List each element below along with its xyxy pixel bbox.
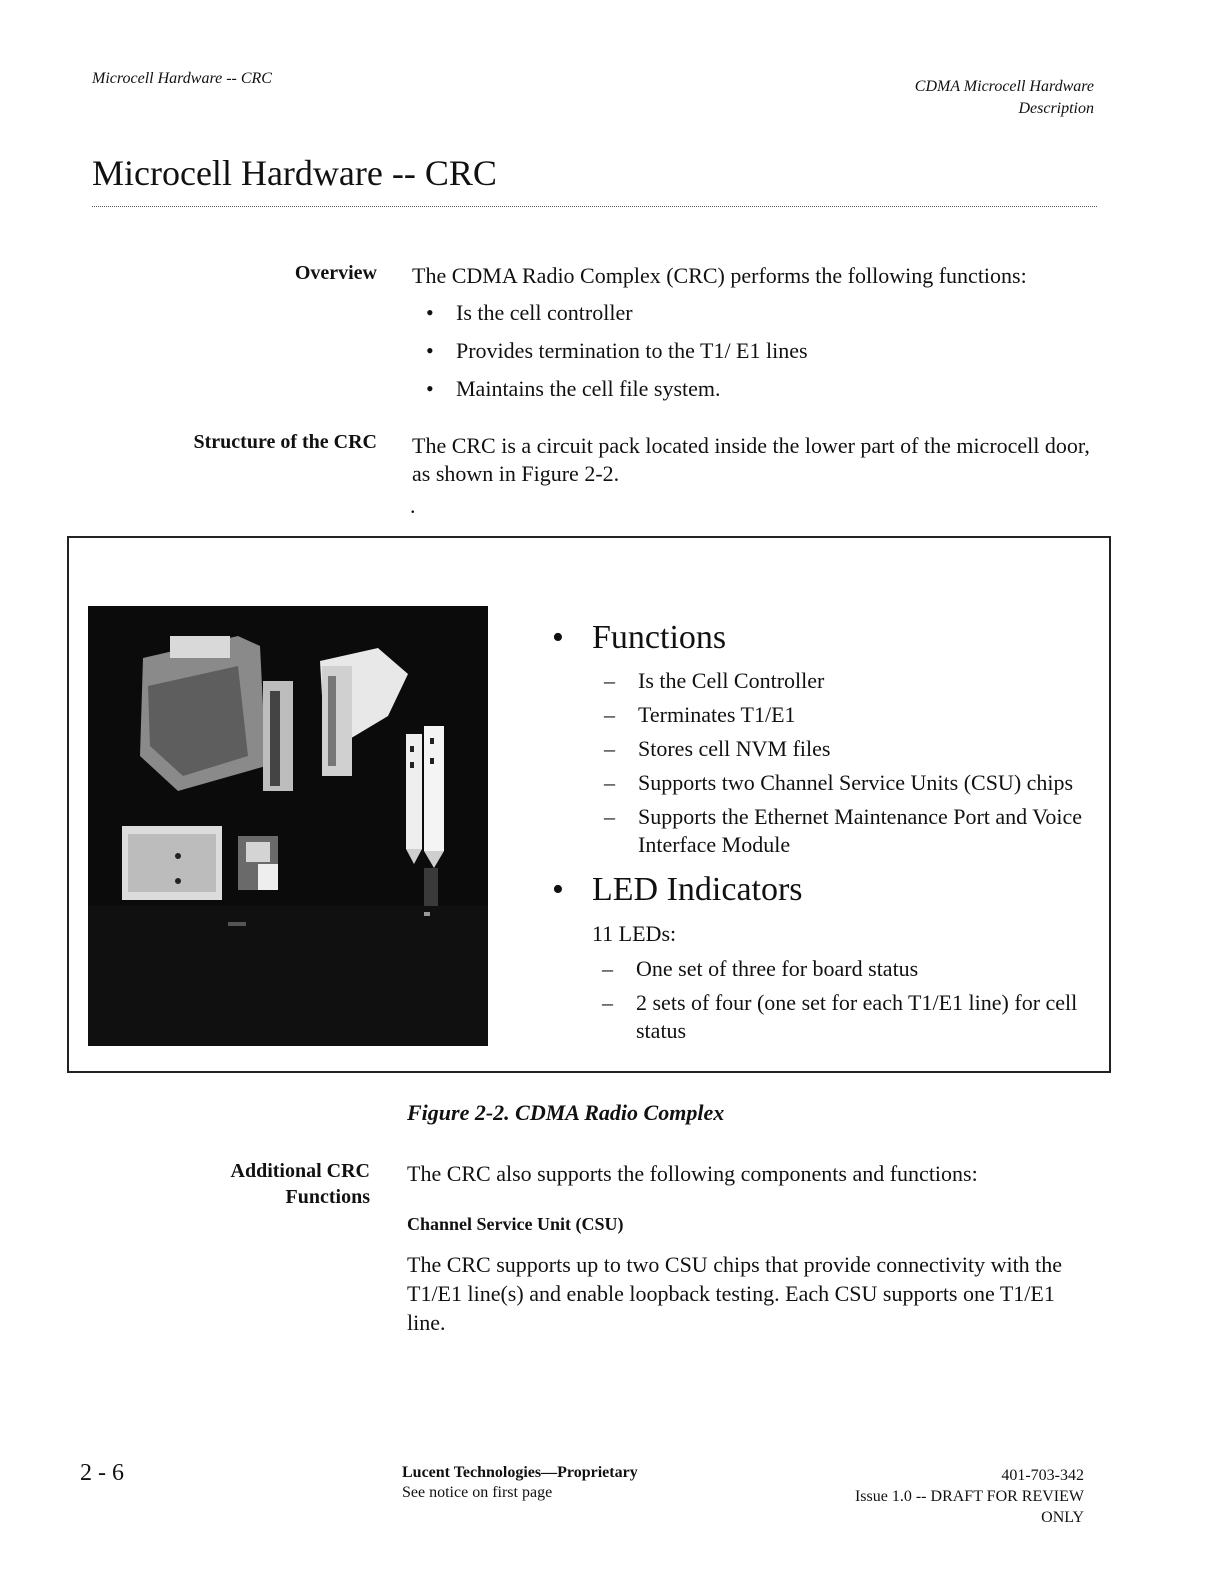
csu-subheading: Channel Service Unit (CSU) [407, 1214, 624, 1234]
footer-right [855, 1465, 1084, 1528]
footer-proprietary: Lucent Technologies—Proprietary [402, 1464, 638, 1481]
structure-text: The CRC is a circuit pack located inside the lower part of the microcell door, as shown in Figure 2-2. [412, 433, 1090, 486]
additional-intro: The CRC also supports the following components and functions: [407, 1161, 978, 1186]
functions-item: – Is the Cell Controller [596, 667, 1090, 695]
figure-caption: Figure 2-2. CDMA Radio Complex [407, 1100, 725, 1125]
footer-issue-cont: ONLY [1041, 1509, 1084, 1526]
functions-item: – Supports the Ethernet Maintenance Port and Voice Interface Module [596, 803, 1090, 859]
overview-label: Overview [294, 262, 377, 284]
footer-issue: Issue 1.0 -- DRAFT FOR REVIEW [854, 1488, 1084, 1505]
stray-mark: . [410, 493, 416, 518]
additional-label [70, 1158, 370, 1210]
led-item: – 2 sets of four (one set for each T1/E1 line) for cell status [594, 989, 1090, 1045]
additional-label-line1: Additional CRC [230, 1160, 370, 1182]
additional-label-line2: Functions [285, 1186, 370, 1208]
running-header-right-line1: CDMA Microcell Hardware [914, 78, 1094, 95]
footer-notice: See notice on first page [402, 1484, 553, 1501]
csu-text: The CRC supports up to two CSU chips that provide connectivity with the T1/E1 line(s) and enable loopback testing. Each CSU supports one T1/E1 line. [407, 1252, 1063, 1335]
overview-bullet: • Is the cell controller [412, 294, 1102, 332]
page-number: 2 - 6 [80, 1460, 124, 1486]
footer-center [402, 1463, 638, 1503]
functions-heading: • Functions [550, 615, 1090, 661]
overview-bullet-list [412, 294, 1102, 408]
overview-section [412, 262, 1102, 408]
footer-doc-number: 401-703-342 [1001, 1467, 1084, 1484]
functions-item: – Terminates T1/E1 [596, 701, 1090, 729]
functions-item: – Supports two Channel Service Units (CSU) chips [596, 769, 1090, 797]
running-header-right [915, 76, 1094, 120]
overview-bullet: • Provides termination to the T1/ E1 lines [412, 332, 1102, 370]
running-header-right-line2: Description [1018, 100, 1094, 117]
led-list [550, 955, 1090, 1045]
led-count: 11 LEDs: [592, 921, 677, 946]
led-item: – One set of three for board status [594, 955, 1090, 983]
page-title: Microcell Hardware -- CRC [92, 153, 497, 193]
crc-photo [88, 606, 488, 1046]
crc-photo-illustration [88, 606, 488, 1046]
figure-slide-content [550, 615, 1090, 1053]
structure-label: Structure of the CRC [193, 431, 377, 453]
functions-list [550, 667, 1090, 859]
overview-intro: The CDMA Radio Complex (CRC) performs the following functions: [412, 263, 1027, 288]
running-header-left: Microcell Hardware -- CRC [92, 70, 272, 87]
overview-bullet: • Maintains the cell file system. [412, 370, 1102, 408]
functions-item: – Stores cell NVM files [596, 735, 1090, 763]
title-divider [92, 206, 1097, 207]
led-indicators-heading: • LED Indicators [550, 867, 1090, 913]
